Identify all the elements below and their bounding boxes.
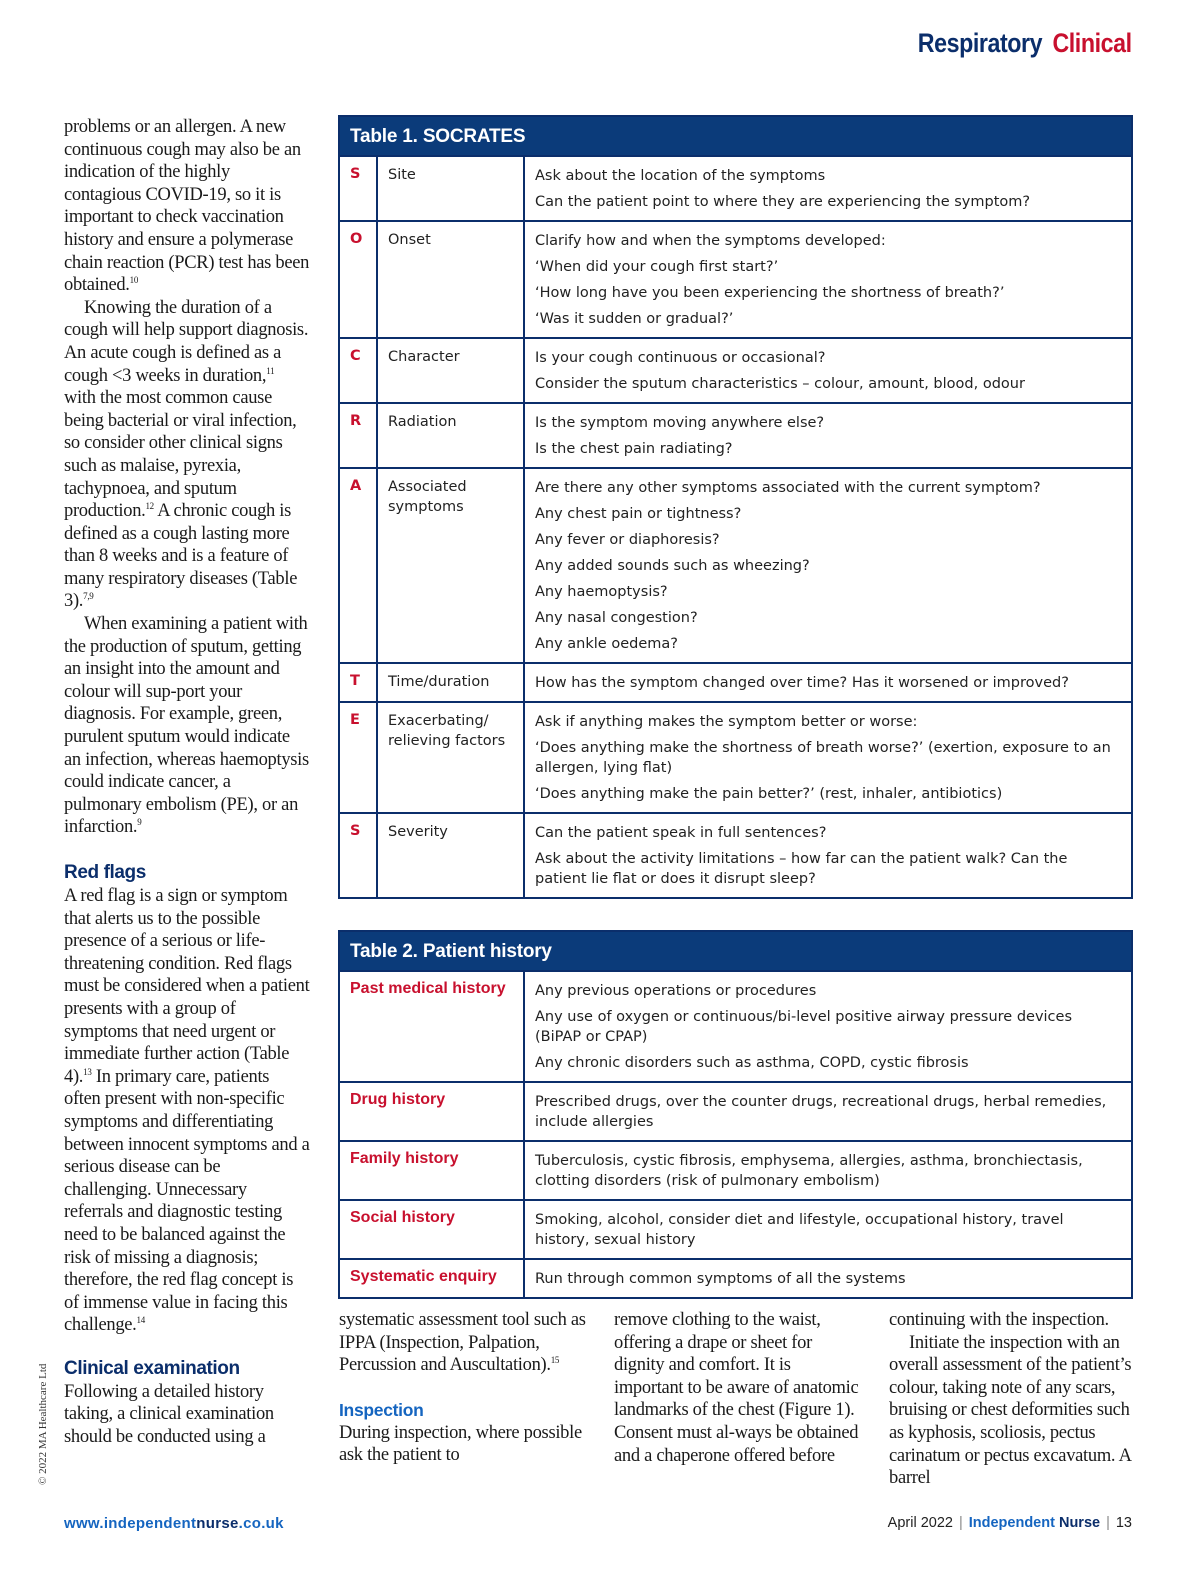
row-description [525, 1142, 1131, 1199]
table-row [340, 402, 1131, 467]
table-row [340, 970, 1131, 1081]
reference-marker: 7,9 [83, 591, 94, 602]
table-row [340, 1199, 1131, 1258]
row-category: Family history [340, 1142, 525, 1199]
row-description [525, 1201, 1131, 1258]
row-description [525, 814, 1131, 897]
bottom-text-column-2 [614, 1309, 864, 1467]
row-name: Site [378, 157, 525, 220]
table-row [340, 337, 1131, 402]
description-line: Smoking, alcohol, consider diet and lifestyle, occupational history, travel history, sexual history [535, 1212, 1064, 1248]
table-row [340, 812, 1131, 897]
table-row [340, 155, 1131, 220]
paragraph-duration: Knowing the duration of a cough will help support diagnosis. An acute cough is defined as a cough <3 weeks in duration,$^{11}$ with the most common cause being bacterial or viral infection, so consider other clinical signs such as malaise, pyrexia, tachypnoea, and sputum production.$^{12}$ A chronic cough is defined as a cough lasting more than 8 weeks and is a feature of many respiratory diseases (Table 3).$^{7,9}$ [64, 297, 309, 612]
description-line: Is the symptom moving anywhere else? [535, 415, 825, 431]
description-line: Consider the sputum characteristics – colour, amount, blood, odour [535, 376, 1025, 392]
reference-marker: 12 [145, 500, 154, 511]
heading-inspection: Inspection [339, 1399, 424, 1420]
description-line: Tuberculosis, cystic fibrosis, emphysema, allergies, asthma, bronchiectasis, clotting disorders (risk of pulmonary embolism) [535, 1153, 1083, 1189]
description-line: Any chest pain or tightness? [535, 506, 742, 522]
row-description [525, 339, 1131, 402]
description-line: Can the patient point to where they are experiencing the symptom? [535, 194, 1031, 210]
row-letter: T [340, 664, 378, 701]
row-name: Onset [378, 222, 525, 337]
row-description [525, 664, 1131, 701]
row-letter: R [340, 404, 378, 467]
paragraph-cough-intro: problems or an allergen. A new continuous cough may also be an indication of the highly contagious COVID-19, so it is important to check vaccination history and ensure a polymerase chain reaction (PCR) test has been obtained.$^{10}$ [64, 117, 310, 296]
description-line: Ask if anything makes the symptom better or worse: [535, 714, 918, 730]
table-body [340, 970, 1131, 1297]
table-row [340, 467, 1131, 662]
table-row [340, 662, 1131, 701]
row-description [525, 1083, 1131, 1140]
description-line: ‘When did your cough first start?’ [535, 259, 779, 275]
description-line: Any fever or diaphoresis? [535, 532, 720, 548]
description-line: Any nasal congestion? [535, 610, 698, 626]
row-category: Systematic enquiry [340, 1260, 525, 1297]
row-description [525, 157, 1131, 220]
header-section: Clinical [1052, 28, 1132, 58]
page-number: 13 [1115, 1515, 1132, 1531]
description-line: Any use of oxygen or continuous/bi-level positive airway pressure devices (BiPAP or CPAP) [535, 1009, 1073, 1045]
row-description [525, 222, 1131, 337]
table-socrates [338, 115, 1133, 899]
description-line: ‘Was it sudden or gradual?’ [535, 311, 734, 327]
description-line: ‘How long have you been experiencing the shortness of breath?’ [535, 285, 1005, 301]
header-category: Respiratory [918, 28, 1043, 58]
description-line: Are there any other symptoms associated with the current symptom? [535, 480, 1041, 496]
description-line: Ask about the activity limitations – how far can the patient walk? Can the patient lie flat or does it disrupt sleep? [535, 851, 1068, 887]
row-letter: E [340, 703, 378, 812]
row-name: Exacerbating/ relieving factors [378, 703, 525, 812]
description-line: Any ankle oedema? [535, 636, 678, 652]
description-line: Any chronic disorders such as asthma, COPD, cystic fibrosis [535, 1055, 969, 1071]
description-line: ‘Does anything make the shortness of breath worse?’ (exertion, exposure to an allergen, lying flat) [535, 740, 1111, 776]
description-line: Is your cough continuous or occasional? [535, 350, 826, 366]
reference-marker: 13 [83, 1066, 92, 1077]
description-line: ‘Does anything make the pain better?’ (rest, inhaler, antibiotics) [535, 786, 1003, 802]
table-patient-history [338, 930, 1133, 1299]
reference-marker: 10 [129, 275, 139, 285]
table-body [340, 155, 1131, 897]
row-description [525, 703, 1131, 812]
table-title: Table 1. SOCRATES [340, 117, 1131, 155]
paragraph-inspection: During inspection, where possible ask the patient to [339, 1422, 582, 1466]
row-category: Drug history [340, 1083, 525, 1140]
table-row [340, 1140, 1131, 1199]
description-line: Is the chest pain radiating? [535, 441, 733, 457]
description-line: Clarify how and when the symptoms developed: [535, 233, 886, 249]
paragraph-clinical-examination: Following a detailed history taking, a clinical examination should be conducted using a [64, 1381, 274, 1448]
footer-folio: April 2022 | Independent Nurse | 13 [887, 1515, 1132, 1531]
reference-marker: 9 [137, 817, 142, 828]
table-row [340, 220, 1131, 337]
paragraph-red-flags: A red flag is a sign or symptom that alerts us to the possible presence of a serious or life-threatening condition. Red flags must be considered when a patient presents with a group of symptoms that need urgent or immediate further action (Table 4).$^{13}$ In primary care, patients often present with non-specific symptoms and differentiating between innocent symptoms and a serious disease can be challenging. Unnecessary referrals and diagnostic testing need to be balanced against the risk of missing a diagnosis; therefore, the red flag concept is of immense value in facing this challenge.$^{14}$ [64, 886, 310, 1336]
row-name: Radiation [378, 404, 525, 467]
row-description [525, 469, 1131, 662]
reference-marker: 15 [550, 1355, 560, 1366]
description-line: Ask about the location of the symptoms [535, 168, 826, 184]
row-letter: A [340, 469, 378, 662]
bottom-text-column-1 [339, 1309, 589, 1467]
paragraph-ippa: systematic assessment tool such as IPPA (Inspection, Palpation, Percussion and Auscultation).$^{15}$ [339, 1310, 586, 1376]
description-line: Any previous operations or procedures [535, 983, 817, 999]
row-name: Character [378, 339, 525, 402]
running-header [918, 28, 1132, 59]
row-description [525, 404, 1131, 467]
paragraph-clothing: remove clothing to the waist, offering a drape or sheet for dignity and comfort. It is important to be aware of anatomic landmarks of the chest (Figure 1). Consent must al-ways be obtained and a chaperone offered before [614, 1310, 859, 1466]
description-line: How has the symptom changed over time? Has it worsened or improved? [535, 675, 1069, 691]
description-line: Can the patient speak in full sentences? [535, 825, 827, 841]
table-row [340, 1081, 1131, 1140]
description-line: Any haemoptysis? [535, 584, 668, 600]
paragraph-continuing: continuing with the inspection. [889, 1310, 1109, 1330]
row-letter: C [340, 339, 378, 402]
row-category: Social history [340, 1201, 525, 1258]
copyright-notice: © 2022 MA Healthcare Ltd [37, 1363, 49, 1485]
heading-red-flags: Red flags [64, 862, 146, 883]
publication-name: Independent [968, 1515, 1055, 1531]
row-letter: O [340, 222, 378, 337]
paragraph-sputum: When examining a patient with the production of sputum, getting an insight into the amount and colour will sup-port your diagnosis. For example, green, purulent sputum would indicate an infection, whereas haemoptysis could indicate cancer, a pulmonary embolism (PE), or an infarction.$^9$ [64, 614, 309, 838]
row-description [525, 972, 1131, 1081]
bottom-text-column-3 [889, 1309, 1139, 1490]
row-name: Associated symptoms [378, 469, 525, 662]
table-row [340, 701, 1131, 812]
row-name: Time/duration [378, 664, 525, 701]
description-line: Run through common symptoms of all the systems [535, 1271, 906, 1287]
left-text-column [64, 116, 310, 1449]
row-description [525, 1260, 1131, 1297]
table-row [340, 1258, 1131, 1297]
heading-clinical-examination: Clinical examination [64, 1357, 240, 1379]
issue-date: April 2022 [887, 1515, 953, 1531]
row-category: Past medical history [340, 972, 525, 1081]
row-name: Severity [378, 814, 525, 897]
description-line: Any added sounds such as wheezing? [535, 558, 810, 574]
website-link[interactable]: www.independentnurse.co.uk [64, 1515, 284, 1532]
reference-marker: 11 [266, 365, 275, 376]
row-letter: S [340, 814, 378, 897]
table-title: Table 2. Patient history [340, 932, 1131, 970]
reference-marker: 14 [136, 1315, 145, 1326]
row-letter: S [340, 157, 378, 220]
paragraph-overall-assessment: Initiate the inspection with an overall assessment of the patient’s colour, taking note of any scars, bruising or chest deformities such as kyphosis, scoliosis, pectus carinatum or pectus excavatum. A barrel [889, 1332, 1132, 1489]
description-line: Prescribed drugs, over the counter drugs, recreational drugs, herbal remedies, include allergies [535, 1094, 1107, 1130]
